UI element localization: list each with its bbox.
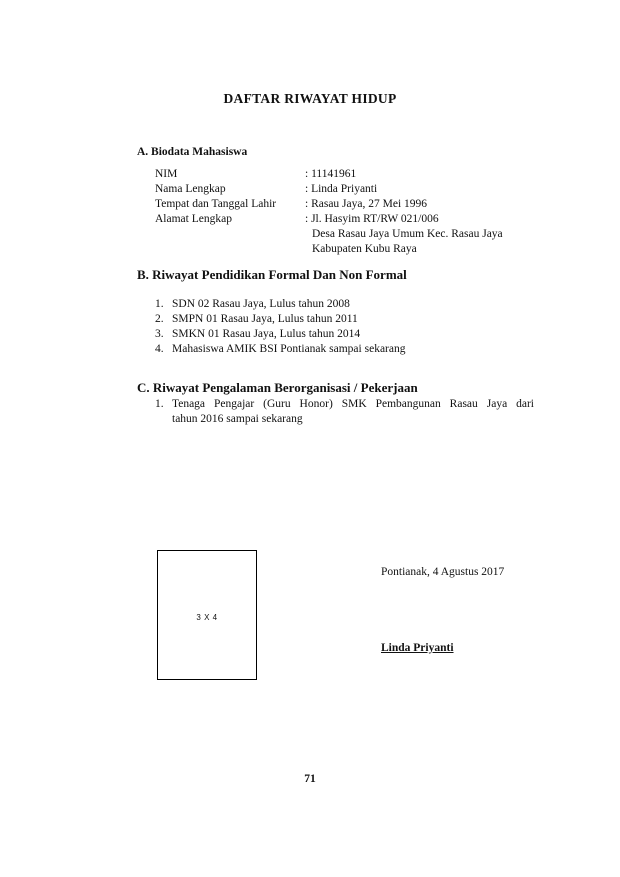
- address-continuation: Kabupaten Kubu Raya: [312, 243, 417, 255]
- list-number: 2.: [155, 313, 164, 325]
- list-text: SDN 02 Rasau Jaya, Lulus tahun 2008: [172, 298, 350, 310]
- page-number: 71: [304, 773, 316, 785]
- field-label: NIM: [155, 168, 178, 180]
- page-title: DAFTAR RIWAYAT HIDUP: [223, 91, 397, 106]
- list-text: SMPN 01 Rasau Jaya, Lulus tahun 2011: [172, 313, 358, 325]
- list-number: 3.: [155, 328, 164, 340]
- field-value: : 11141961: [305, 168, 357, 180]
- field-label: Nama Lengkap: [155, 183, 226, 195]
- signature-name: Linda Priyanti: [381, 642, 454, 654]
- field-value: : Rasau Jaya, 27 Mei 1996: [305, 198, 428, 210]
- section-b-heading: B. Riwayat Pendidikan Formal Dan Non Formal: [137, 267, 407, 282]
- photo-placeholder: [157, 550, 257, 680]
- address-continuation: Desa Rasau Jaya Umum Kec. Rasau Jaya: [312, 228, 503, 240]
- list-text: tahun 2016 sampai sekarang: [172, 413, 303, 425]
- section-c-heading: C. Riwayat Pengalaman Berorganisasi / Pekerjaan: [137, 380, 418, 395]
- list-number: 1.: [155, 398, 164, 410]
- list-text: SMKN 01 Rasau Jaya, Lulus tahun 2014: [172, 328, 361, 340]
- photo-size-label: 3 X 4: [196, 613, 218, 622]
- list-text: Tenaga Pengajar (Guru Honor) SMK Pembangunan Rasau Jaya dari: [172, 398, 534, 410]
- biodata-table: [155, 167, 535, 247]
- list-text: Mahasiswa AMIK BSI Pontianak sampai sekarang: [172, 343, 406, 355]
- field-label: Alamat Lengkap: [155, 213, 232, 225]
- list-number: 4.: [155, 343, 164, 355]
- signature-place-date: Pontianak, 4 Agustus 2017: [381, 566, 505, 578]
- section-a-heading: A. Biodata Mahasiswa: [137, 146, 248, 158]
- field-value: : Jl. Hasyim RT/RW 021/006: [305, 213, 439, 225]
- field-label: Tempat dan Tanggal Lahir: [155, 198, 277, 210]
- list-number: 1.: [155, 298, 164, 310]
- field-value: : Linda Priyanti: [305, 183, 378, 195]
